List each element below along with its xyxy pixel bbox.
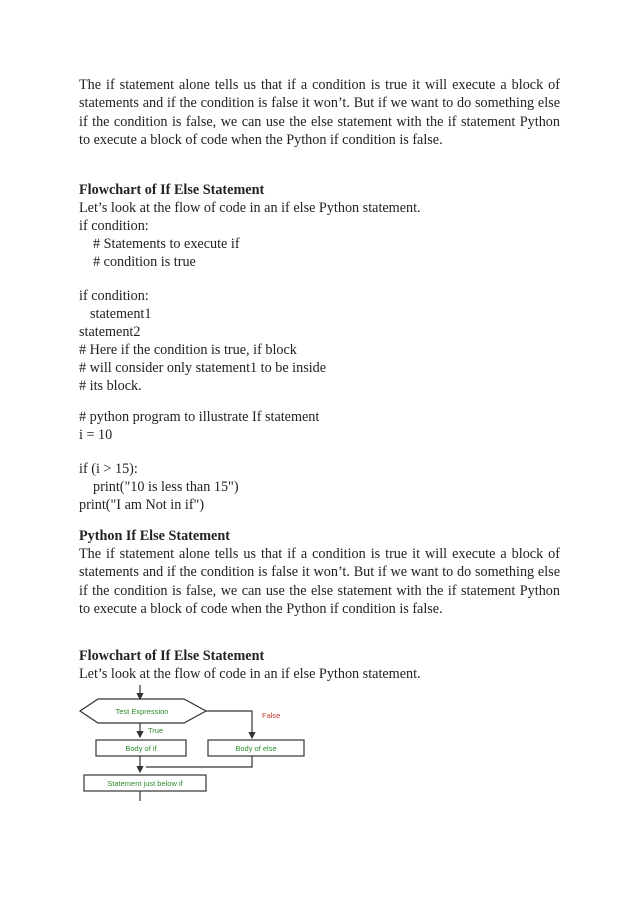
if-else-flowchart [76,685,316,801]
code-line: i = 10 [79,427,113,443]
code-line: # python program to illustrate If statement [79,409,320,425]
code-line: # Statements to execute if [93,236,240,252]
else-return-path [146,756,252,767]
intro-paragraph: The if statement alone tells us that if a condition is true it will execute a block of statements and if the condition is false it won’t. But if we want to do something else if the condition is false, we can use the else statement with the if statement Python to execute a block of code when the Python if condition is false. [79,77,560,148]
section-heading: Python If Else Statement [79,528,230,544]
code-line: print("I am Not in if") [79,497,205,513]
section-paragraph: The if statement alone tells us that if a condition is true it will execute a block of statements and if the condition is false it won’t. But if we want to do something else if the condition is false, we can use the else statement with the if statement Python to execute a block of code when the Python if condition is false. [79,546,560,617]
flowchart-intro: Let’s look at the flow of code in an if else Python statement. [79,200,421,216]
flowchart-heading-2: Flowchart of If Else Statement [79,648,265,664]
flowchart-heading: Flowchart of If Else Statement [79,182,265,198]
code-line: if (i > 15): [79,461,138,477]
code-line: # will consider only statement1 to be inside [79,360,327,376]
code-line: # Here if the condition is true, if block [79,342,297,358]
body-else-label: Body of else [235,744,277,753]
body-if-label: Body of if [125,744,157,753]
true-label: True [148,726,164,735]
code-line: print("10 is less than 15") [93,479,239,495]
code-line: # its block. [79,378,142,394]
code-line: statement2 [79,324,141,340]
flowchart-intro-2: Let’s look at the flow of code in an if else Python statement. [79,666,421,682]
false-path [206,711,252,738]
test-expression-label: Test Expression [115,707,169,716]
code-line: # condition is true [93,254,196,270]
code-line: if condition: [79,218,149,234]
code-line: if condition: [79,288,149,304]
false-label: False [262,711,281,720]
code-line: statement1 [90,306,152,322]
statement-below-label: Statement just below if [107,779,183,788]
